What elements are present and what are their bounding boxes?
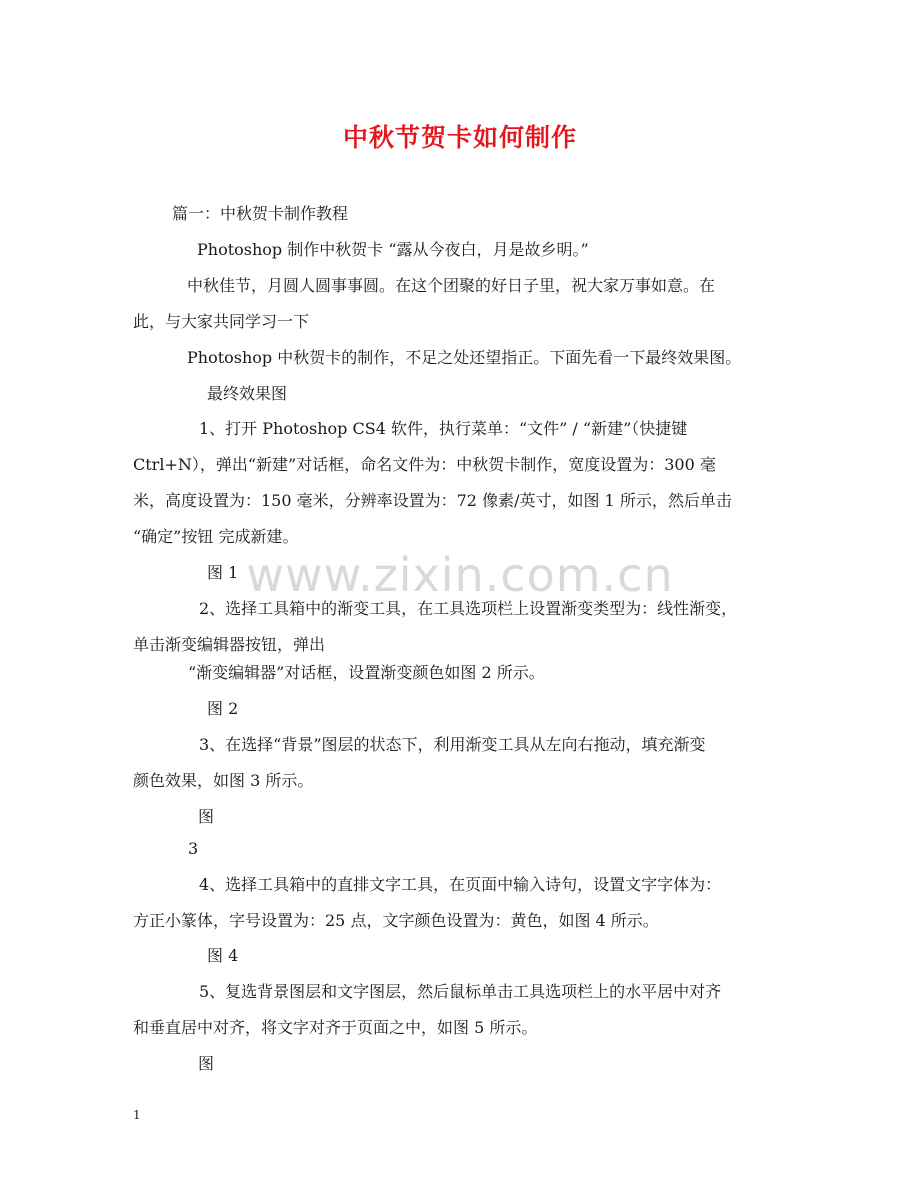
figure-caption: 图 2	[207, 699, 239, 718]
paragraph-line: 颜色效果，如图 3 所示。	[133, 771, 314, 790]
paragraph-line: “确定”按钮 完成新建。	[133, 527, 299, 546]
figure-caption: 图 4	[207, 946, 239, 965]
figure-caption: 图 1	[207, 563, 239, 582]
paragraph-line: 中秋佳节，月圆人圆事事圆。在这个团聚的好日子里，祝大家万事如意。在	[187, 276, 716, 295]
paragraph-line: Photoshop 中秋贺卡的制作，不足之处还望指正。下面先看一下最终效果图。	[187, 348, 742, 367]
figure-caption: 图	[198, 1054, 215, 1073]
watermark: www.zixin.com.cn	[246, 548, 674, 602]
paragraph-line: 2、选择工具箱中的渐变工具，在工具选项栏上设置渐变类型为：线性渐变，	[199, 599, 738, 618]
paragraph-line: 米，高度设置为：150 毫米，分辨率设置为：72 像素/英寸，如图 1 所示，然后单击	[133, 491, 732, 510]
figure-caption: 最终效果图	[207, 384, 288, 403]
paragraph-line: 此，与大家共同学习一下	[133, 312, 310, 331]
page-number: 1	[133, 1108, 141, 1122]
paragraph-line: 1、打开 Photoshop CS4 软件，执行菜单：“文件” / “新建”（快捷键	[199, 419, 688, 438]
figure-caption: 图	[198, 807, 215, 826]
paragraph-line: 3、在选择“背景”图层的状态下，利用渐变工具从左向右拖动，填充渐变	[199, 735, 706, 754]
paragraph-line: 4、选择工具箱中的直排文字工具，在页面中输入诗句，设置文字字体为：	[199, 875, 722, 894]
paragraph-line: 单击渐变编辑器按钮，弹出	[133, 635, 326, 654]
paragraph-line: Ctrl+N），弹出“新建”对话框，命名文件为：中秋贺卡制作，宽度设置为：300 毫	[133, 455, 716, 474]
page-title: 中秋节贺卡如何制作	[342, 123, 577, 152]
section-heading: 篇一：中秋贺卡制作教程	[172, 204, 349, 223]
paragraph-line: 5、复选背景图层和文字图层，然后鼠标单击工具选项栏上的水平居中对齐	[199, 982, 722, 1001]
paragraph-line: 和垂直居中对齐，将文字对齐于页面之中，如图 5 所示。	[133, 1018, 538, 1037]
figure-caption: 3	[188, 839, 199, 858]
paragraph-line: “渐变编辑器”对话框，设置渐变颜色如图 2 所示。	[188, 663, 545, 682]
paragraph-line: Photoshop 制作中秋贺卡 “露从今夜白，月是故乡明。”	[197, 240, 589, 259]
paragraph-line: 方正小篆体，字号设置为：25 点，文字颜色设置为：黄色，如图 4 所示。	[133, 911, 659, 930]
